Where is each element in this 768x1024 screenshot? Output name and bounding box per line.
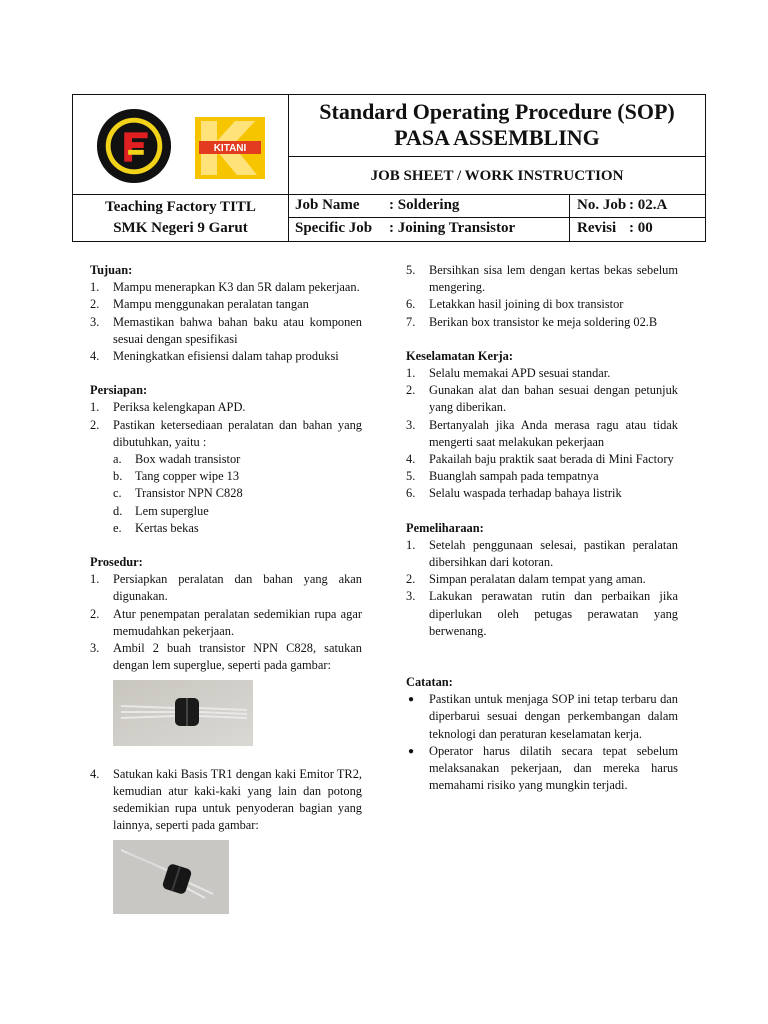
list-item: ● Pastikan untuk menjaga SOP ini tetap terbaru dan diperbarui sesuai dengan perkembangan dalam teknologi dan peraturan keselamatan kerja. — [408, 692, 678, 741]
list-item: 2. Atur penempatan peralatan sedemikian rupa agar memudahkan pekerjaan. — [90, 606, 362, 638]
list-item: 3. Bertanyalah jika Anda merasa ragu atau tidak mengerti saat melakukan pekerjaan — [406, 417, 678, 449]
sop-header-table — [72, 94, 706, 242]
left-column — [90, 262, 362, 920]
list-item: 4. Satukan kaki Basis TR1 dengan kaki Emitor TR2, kemudian atur kaki-kaki yang lain dan potong sedemikian rupa untuk penyoderan bagian yang lainnya, seperti pada gambar: — [90, 766, 362, 833]
title-cell — [289, 95, 705, 157]
list-item: 1. Mampu menerapkan K3 dan 5R dalam pekerjaan. — [90, 280, 360, 295]
list-item: 6. Letakkan hasil joining di box transistor — [406, 297, 624, 312]
list-item: 1. Persiapkan peralatan dan bahan yang akan digunakan. — [90, 572, 362, 604]
divider — [569, 195, 570, 217]
no-job-value: : 02.A — [629, 197, 668, 213]
job-name-value: : Soldering — [389, 197, 460, 213]
list-item: 6. Selalu waspada terhadap bahaya listrik — [406, 486, 622, 501]
revisi-label: Revisi — [577, 220, 617, 236]
revisi-value: : 00 — [629, 220, 653, 236]
list-item: 5. Bersihkan sisa lem dengan kertas bekas sebelum mengering. — [406, 263, 678, 295]
sub-list-item: b. Tang copper wipe 13 — [113, 469, 240, 484]
specific-job-label: Specific Job — [295, 220, 373, 236]
list-item: 2. Gunakan alat dan bahan sesuai dengan petunjuk yang diberikan. — [406, 383, 678, 415]
logo-cell — [73, 95, 289, 195]
list-item: 4. Pakailah baju praktik saat berada di Mini Factory — [406, 452, 674, 467]
list-item: 2. Mampu menggunakan peralatan tangan — [90, 297, 309, 312]
list-item: 3. Ambil 2 buah transistor NPN C828, satukan dengan lem superglue, seperti pada gambar: — [90, 641, 362, 673]
transistor-glued-photo — [113, 680, 253, 746]
list-item: 3. Lakukan perawatan rutin dan perbaikan jika diperlukan oleh petugas perawatan yang berwenang. — [406, 589, 678, 638]
sub-list-item: d. Lem superglue — [113, 503, 209, 518]
job-name-row — [289, 195, 705, 218]
bullet-icon: ● — [408, 745, 415, 757]
school-name: SMK Negeri 9 Garut — [113, 220, 248, 236]
specific-job-row — [289, 218, 705, 241]
tujuan-title: Tujuan: — [90, 263, 133, 277]
right-column — [406, 262, 678, 794]
list-item: 1. Setelah penggunaan selesai, pastikan peralatan dibersihkan dari kotoran. — [406, 537, 678, 570]
specific-job-value: : Joining Transistor — [389, 220, 516, 236]
no-job-label: No. Job — [577, 197, 627, 213]
sub-list-item: c. Transistor NPN C828 — [113, 486, 243, 501]
pemeliharaan-title: Pemeliharaan: — [406, 520, 484, 535]
list-item: 7. Berikan box transistor ke meja soldering 02.B — [406, 314, 658, 329]
list-item: 5. Buanglah sampah pada tempatnya — [406, 469, 599, 484]
page-title: Standard Operating Procedure (SOP) — [319, 99, 675, 124]
job-sheet-heading: JOB SHEET / WORK INSTRUCTION — [289, 157, 705, 195]
prosedur-title: Prosedur: — [90, 555, 143, 570]
keselamatan-title: Keselamatan Kerja: — [406, 348, 514, 363]
teaching-factory-logo — [95, 107, 173, 185]
bullet-icon: ● — [408, 694, 415, 706]
list-item: 3. Memastikan bahwa bahan baku atau komponen sesuai dengan spesifikasi — [90, 314, 362, 346]
kitani-logo — [195, 117, 265, 179]
org-name: Teaching Factory TITL — [105, 199, 256, 215]
list-item: 2. Pastikan ketersediaan peralatan dan bahan yang dibutuhkan, yaitu : — [90, 417, 362, 449]
kitani-logo-text: KITANI — [213, 143, 247, 154]
list-item: 1. Selalu memakai APD sesuai standar. — [406, 366, 611, 381]
job-info-grid — [289, 195, 705, 241]
catatan-title: Catatan: — [406, 675, 453, 690]
persiapan-title: Persiapan: — [90, 383, 148, 398]
list-item: 2. Simpan peralatan dalam tempat yang aman. — [406, 572, 646, 587]
list-item: 1. Periksa kelengkapan APD. — [90, 400, 246, 415]
sub-list-item: a. Box wadah transistor — [113, 452, 241, 467]
organization-cell — [73, 195, 289, 241]
job-name-label: Job Name — [295, 197, 360, 213]
sub-list-item: e. Kertas bekas — [113, 520, 199, 535]
page-subtitle: PASA ASSEMBLING — [394, 125, 600, 150]
list-item: 4. Meningkatkan efisiensi dalam tahap produksi — [90, 349, 339, 364]
transistor-joined-photo — [113, 840, 229, 914]
divider — [569, 218, 570, 241]
list-item: ● Operator harus dilatih secara tepat sebelum melaksanakan pekerjaan, dan mereka harus memahami risiko yang mungkin terjadi. — [408, 743, 678, 793]
